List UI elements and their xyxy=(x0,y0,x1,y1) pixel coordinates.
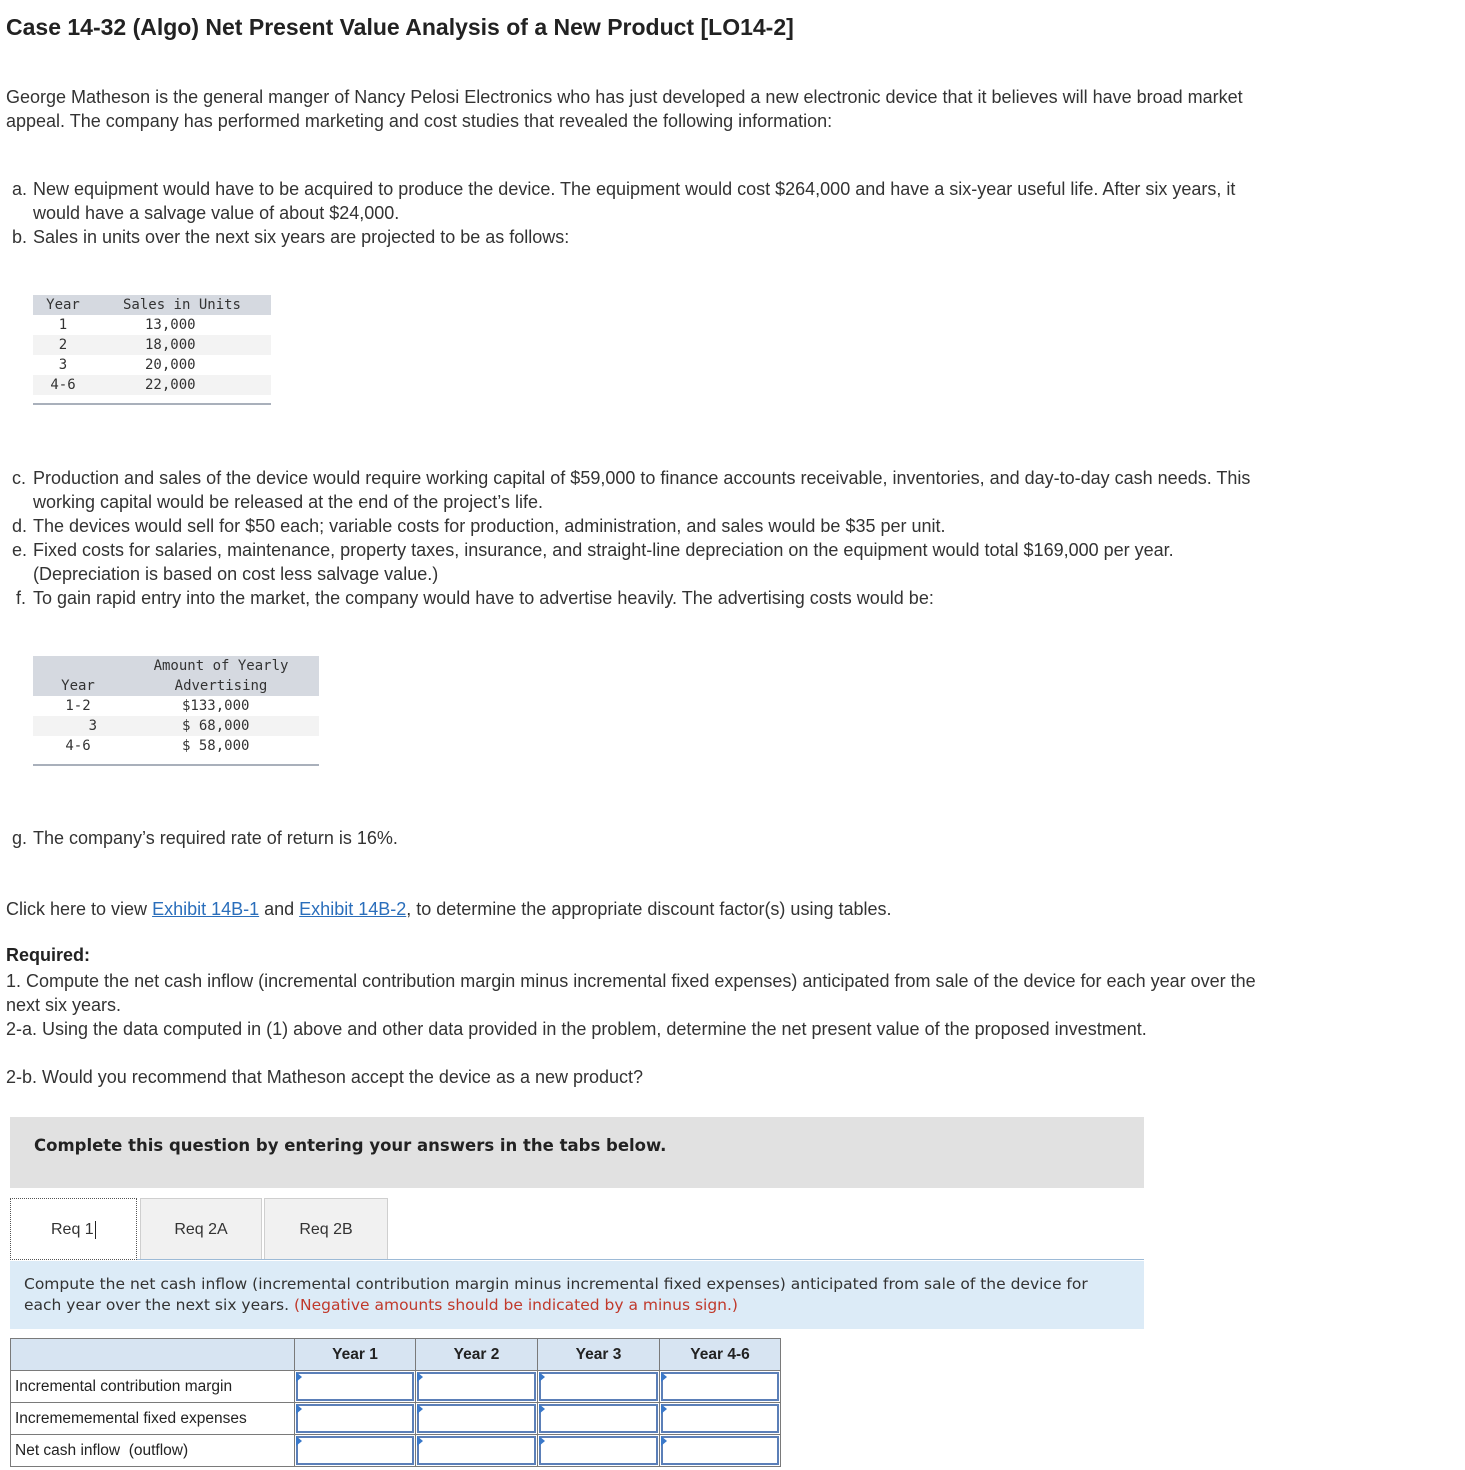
tab-req-2a[interactable] xyxy=(140,1198,262,1260)
item-f-text: To gain rapid entry into the market, the company would have to advertise heavily. The advertising costs would be: xyxy=(33,588,934,608)
input-fixed-year-3[interactable] xyxy=(538,1403,660,1435)
ad-header-line2: Advertising xyxy=(174,678,268,694)
sales-units: 20,000 xyxy=(145,357,196,373)
tab-req-2b[interactable] xyxy=(264,1198,388,1260)
table-row xyxy=(11,1371,781,1403)
table-row xyxy=(33,716,319,736)
input-net-year-3[interactable] xyxy=(538,1435,660,1467)
tab-req-2a-label: Req 2A xyxy=(174,1221,228,1238)
input-cm-year-2[interactable] xyxy=(416,1371,538,1403)
input-fixed-year-1[interactable] xyxy=(295,1403,416,1435)
ad-amount: $ 68,000 xyxy=(123,716,319,736)
table-row xyxy=(33,736,319,756)
item-a-text: New equipment would have to be acquired to produce the device. The equipment would cost $264,000 and have a six-year useful life. After six years, it would have a salvage value of about $24,000. xyxy=(33,179,1236,223)
row-label-contribution-margin: Incremental contribution margin xyxy=(11,1371,295,1403)
required-2b: 2-b. Would you recommend that Matheson accept the device as a new product? xyxy=(6,1067,644,1087)
input-cm-year-1[interactable] xyxy=(295,1371,416,1403)
instruction-note: (Negative amounts should be indicated by a minus sign.) xyxy=(293,1296,738,1314)
ad-header-amount xyxy=(123,656,319,696)
sales-units: 13,000 xyxy=(145,317,196,333)
item-b-label: b. xyxy=(12,227,28,247)
ad-header-line1: Amount of Yearly xyxy=(153,658,289,674)
sales-units: 22,000 xyxy=(93,375,271,395)
item-d-label: d. xyxy=(12,516,28,536)
item-a xyxy=(12,177,1262,225)
col-year-1: Year 1 xyxy=(295,1339,416,1371)
table-row xyxy=(11,1435,781,1467)
sales-table-baseline xyxy=(33,395,271,404)
ad-amount: $ 58,000 xyxy=(182,738,250,754)
exhibit-14b-1-link[interactable]: Exhibit 14B-1 xyxy=(152,899,260,919)
item-c-label: c. xyxy=(12,468,27,488)
sales-year: 2 xyxy=(33,335,93,355)
exhibit-prefix: Click here to view xyxy=(6,899,153,919)
col-year-4-6: Year 4-6 xyxy=(660,1339,781,1371)
item-g xyxy=(12,826,1262,850)
required-heading: Required: xyxy=(6,945,91,965)
input-net-year-2[interactable] xyxy=(416,1435,538,1467)
ad-year: 1-2 xyxy=(65,698,91,714)
exhibit-suffix: , to determine the appropriate discount factor(s) using tables. xyxy=(406,899,892,919)
sales-header-units: Sales in Units xyxy=(93,295,271,315)
input-fixed-year-2[interactable] xyxy=(416,1403,538,1435)
item-d-text: The devices would sell for $50 each; variable costs for production, administration, and sales would be $35 per unit. xyxy=(33,516,946,536)
col-year-3: Year 3 xyxy=(538,1339,660,1371)
table-row xyxy=(33,355,271,375)
sales-year: 4-6 xyxy=(33,375,93,395)
item-c xyxy=(12,466,1262,514)
sales-units: 18,000 xyxy=(93,335,271,355)
required-2a: 2-a. Using the data computed in (1) above and other data provided in the problem, determine the net present value of the proposed investment. xyxy=(6,1019,1147,1039)
tab-instruction xyxy=(10,1261,1144,1329)
input-net-year-1[interactable] xyxy=(295,1435,416,1467)
text-cursor xyxy=(95,1221,96,1239)
input-net-year-4-6[interactable] xyxy=(660,1435,781,1467)
ad-header-year: Year xyxy=(33,656,123,696)
table-row xyxy=(11,1403,781,1435)
input-cm-year-3[interactable] xyxy=(538,1371,660,1403)
intro-paragraph: George Matheson is the general manger of Nancy Pelosi Electronics who has just developed a new electronic device that it believes will have broad market appeal. The company has performed marketing and cost studies that revealed the following information: xyxy=(6,87,1243,131)
tab-req-2b-label: Req 2B xyxy=(299,1221,353,1238)
tab-req-1-label: Req 1 xyxy=(51,1221,94,1238)
table-row xyxy=(33,315,271,335)
ad-year: 3 xyxy=(33,716,123,736)
col-year-2: Year 2 xyxy=(416,1339,538,1371)
input-fixed-year-4-6[interactable] xyxy=(660,1403,781,1435)
input-cm-year-4-6[interactable] xyxy=(660,1371,781,1403)
exhibit-line xyxy=(6,897,1271,921)
item-e-text: Fixed costs for salaries, maintenance, property taxes, insurance, and straight-line depreciation on the equipment would total $169,000 per year. (Depreciation is based on cost less salvage value.) xyxy=(33,540,1174,584)
item-g-label: g. xyxy=(12,828,28,848)
table-row xyxy=(33,335,271,355)
panel-text: Complete this question by entering your answers in the tabs below. xyxy=(34,1136,667,1155)
exhibit-14b-2-link[interactable]: Exhibit 14B-2 xyxy=(299,899,407,919)
tab-divider xyxy=(137,1259,1144,1260)
item-f xyxy=(12,586,1262,610)
table-row xyxy=(33,375,271,395)
item-e-label: e. xyxy=(12,540,28,560)
row-label-fixed-expenses: Incremememental fixed expenses xyxy=(11,1403,295,1435)
sales-year: 3 xyxy=(58,357,68,373)
advertising-table-header xyxy=(33,656,319,696)
answer-table-header xyxy=(11,1339,781,1371)
ad-year: 4-6 xyxy=(65,738,91,754)
item-f-label: f. xyxy=(16,588,27,608)
table-row xyxy=(33,696,319,716)
item-g-text: The company’s required rate of return is 16%. xyxy=(33,828,398,848)
required-1: 1. Compute the net cash inflow (incremental contribution margin minus incremental fixed expenses) anticipated from sale of the device for each year over the next six years. xyxy=(6,971,1256,1015)
exhibit-middle: and xyxy=(259,899,300,919)
advertising-table xyxy=(33,656,319,766)
item-a-label: a. xyxy=(12,179,28,199)
item-d xyxy=(12,514,1262,538)
tab-req-1[interactable] xyxy=(10,1198,137,1260)
answer-header-blank xyxy=(11,1339,295,1371)
item-e xyxy=(12,538,1262,586)
item-b-text: Sales in units over the next six years are projected to be as follows: xyxy=(33,227,570,247)
item-c-text: Production and sales of the device would require working capital of $59,000 to finance accounts receivable, inventories, and day-to-day cash needs. This working capital would be released at the end of the project’s life. xyxy=(33,468,1251,512)
instructions-panel xyxy=(10,1117,1144,1188)
item-b xyxy=(12,225,1262,249)
answer-table xyxy=(10,1338,781,1467)
sales-header-year: Year xyxy=(33,295,93,315)
page-title: Case 14-32 (Algo) Net Present Value Analysis of a New Product [LO14-2] xyxy=(6,14,794,40)
sales-table xyxy=(33,295,271,405)
sales-year: 1 xyxy=(58,317,68,333)
ad-amount: $133,000 xyxy=(182,698,250,714)
row-label-net-cash-inflow: Net cash inflow (outflow) xyxy=(11,1435,295,1467)
instruction-text: Compute the net cash inflow (incremental contribution margin minus incremental fixed expenses) anticipated from sale of the device for each year over the next six years. xyxy=(24,1275,1088,1314)
advertising-table-baseline xyxy=(33,756,319,765)
sales-table-header xyxy=(33,295,271,315)
